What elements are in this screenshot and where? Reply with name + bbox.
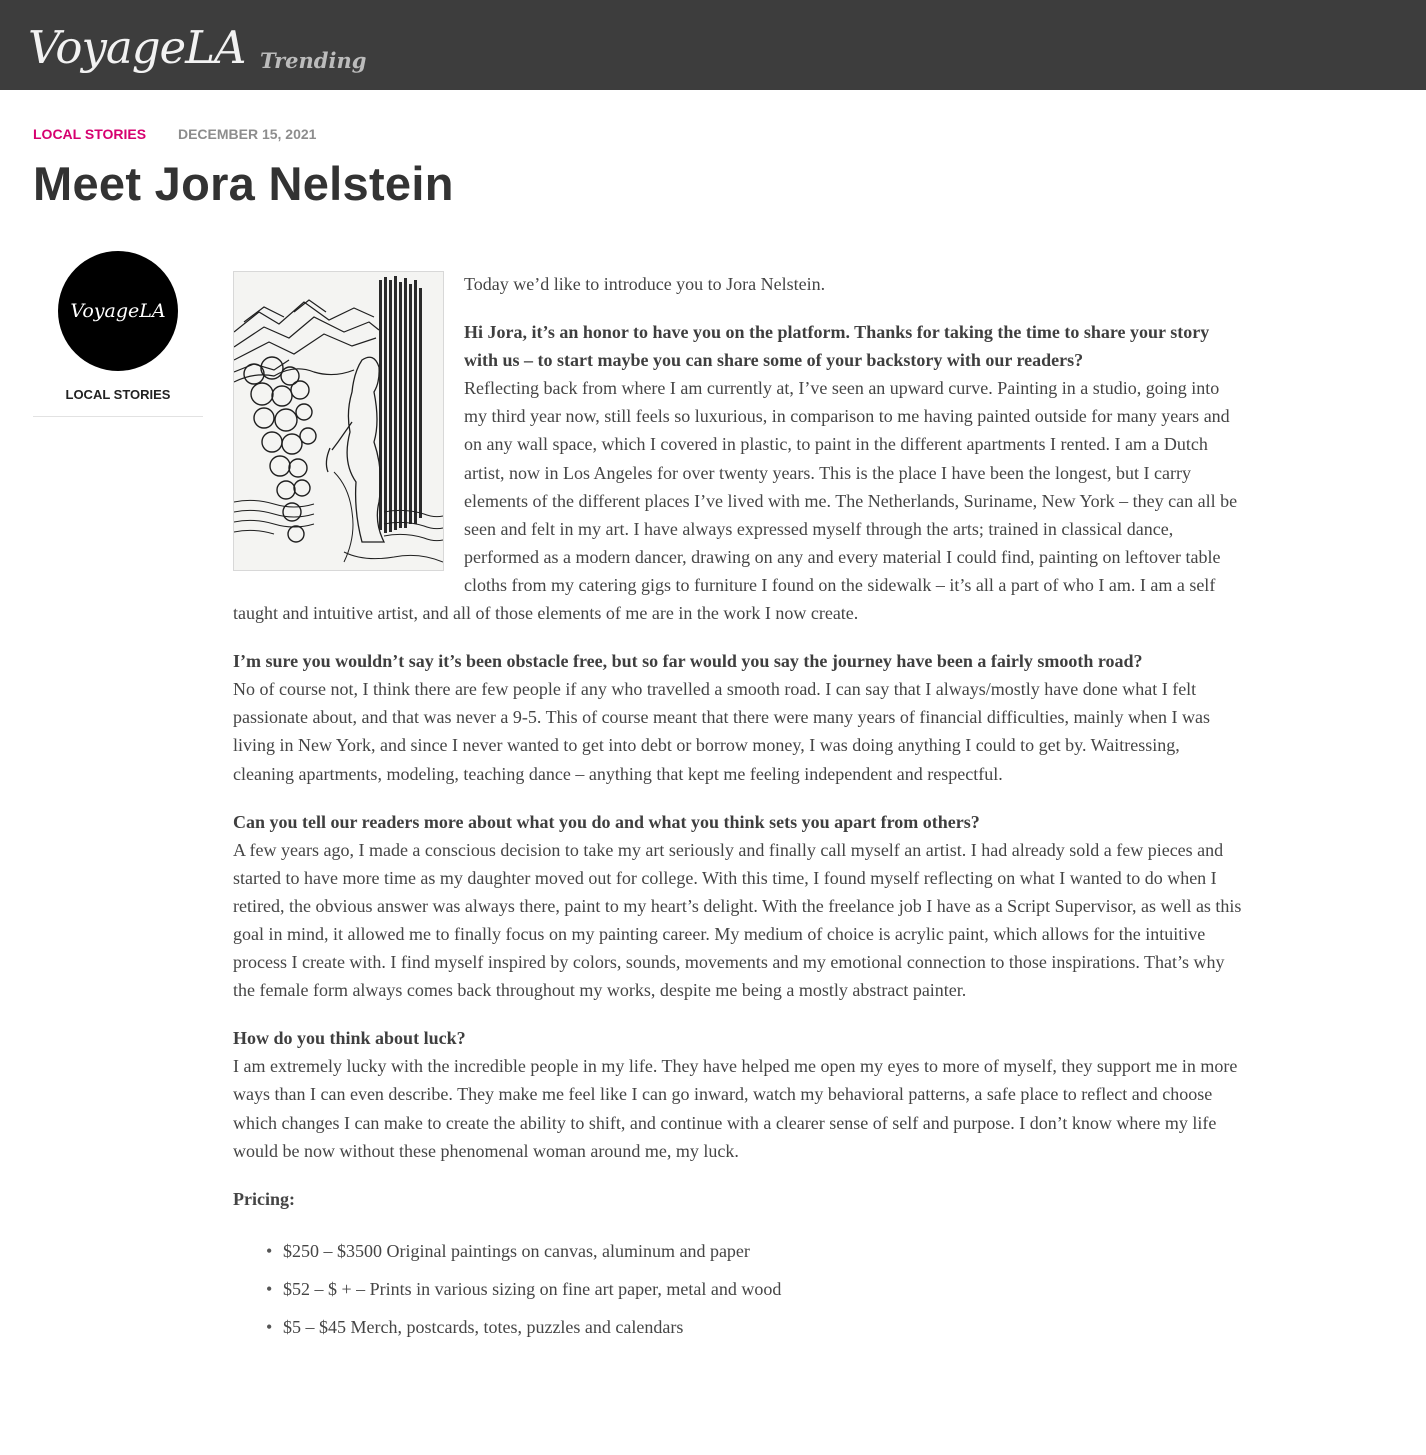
pricing-heading: Pricing:: [233, 1188, 295, 1209]
publish-date: DECEMBER 15, 2021: [177, 126, 317, 142]
pricing-list: [233, 1237, 1243, 1351]
site-logo[interactable]: VoyageLA: [28, 21, 246, 74]
qa-block-3: [233, 808, 1243, 1005]
question-3: Can you tell our readers more about what you do and what you think sets you apart from others?: [233, 811, 980, 832]
article-body: [233, 270, 1243, 1351]
pricing-item: • $52 – $ + – Prints in various sizing on fine art paper, metal and wood: [233, 1275, 1243, 1313]
question-1: Hi Jora, it’s an honor to have you on the platform. Thanks for taking the time to share your story with us – to start maybe you can share some of your backstory with our readers?: [464, 322, 1210, 371]
article-image[interactable]: [233, 271, 444, 571]
qa-block-4: [233, 1024, 1243, 1164]
answer-4: I am extremely lucky with the incredible people in my life. They have helped me open my eyes to more of myself, they support me in more ways than I can even describe. They make me feel like I can go inward, watch my behavioral patterns, a safe place to reflect and choose which changes I can make to create the ability to shift, and continue with a clearer sense of self and purpose. I don’t know where my life would be now without these phenomenal woman around me, my luck.: [233, 1056, 1238, 1161]
sidebar: [33, 251, 203, 417]
pricing-item: • $5 – $45 Merch, postcards, totes, puzzles and calendars: [233, 1313, 1243, 1351]
nav-trending-link[interactable]: Trending: [260, 48, 367, 73]
pricing-item: • $250 – $3500 Original paintings on canvas, aluminum and paper: [233, 1237, 1243, 1275]
category-link[interactable]: LOCAL STORIES: [33, 126, 147, 142]
answer-3: A few years ago, I made a conscious decision to take my art seriously and finally call myself an artist. I had already sold a few pieces and started to have more time as my daughter moved out for college. With this time, I found myself reflecting on what I wanted to do when I retired, the obvious answer was always there, paint to my heart’s delight. With the freelance job I have as a Script Supervisor, as well as this goal in mind, it allowed me to finally focus on my painting career. My medium of choice is acrylic paint, which allows for the intuitive process I create with. I find myself inspired by colors, sounds, movements and my emotional connection to those inspirations. That’s why the female form always comes back throughout my works, despite me being a mostly abstract painter.: [233, 839, 1242, 1001]
intro-paragraph: Today we’d like to introduce you to Jora Nelstein.: [464, 274, 826, 294]
qa-block-2: [233, 647, 1243, 787]
answer-2: No of course not, I think there are few people if any who travelled a smooth road. I can say that I always/mostly have done what I felt passionate about, and that was never a 9-5. This of course meant that there were many years of financial difficulties, mainly when I was living in New York, and since I never wanted to get into debt or borrow money, I was doing anything I could to get by. Waitressing, cleaning apartments, modeling, teaching dance – anything that kept me feeling independent and respectful.: [233, 679, 1211, 784]
ink-drawing-figure-image: [234, 272, 443, 570]
site-header: [0, 0, 1426, 90]
question-2: I’m sure you wouldn’t say it’s been obstacle free, but so far would you say the journey have been a fairly smooth road?: [233, 651, 1143, 672]
question-4: How do you think about luck?: [233, 1028, 466, 1049]
avatar-logo[interactable]: VoyageLA: [58, 251, 178, 371]
sidebar-category-link[interactable]: LOCAL STORIES: [65, 387, 171, 402]
article-meta: [33, 125, 316, 143]
answer-1: Reflecting back from where I am currently at, I’ve seen an upward curve. Painting in a studio, going into my third year now, still feels so luxurious, in comparison to me having painted outside for many years and on any wall space, which I covered in plastic, to paint in the different apartments I rented. I am a Dutch artist, now in Los Angeles for over twenty years. This is the place I have been the longest, but I carry elements of the different places I’ve lived with me. The Netherlands, Suriname, New York – they can all be seen and felt in my art. I have always expressed myself through the arts; trained in classical dance, performed as a modern dancer, drawing on any and every material I could find, painting on leftover table cloths from my catering gigs to furniture I found on the sidewalk – it’s all a part of who I am. I am a self taught and intuitive artist, and all of those elements of me are in the work I now create.: [233, 378, 1238, 624]
page-title: Meet Jora Nelstein: [33, 157, 454, 210]
